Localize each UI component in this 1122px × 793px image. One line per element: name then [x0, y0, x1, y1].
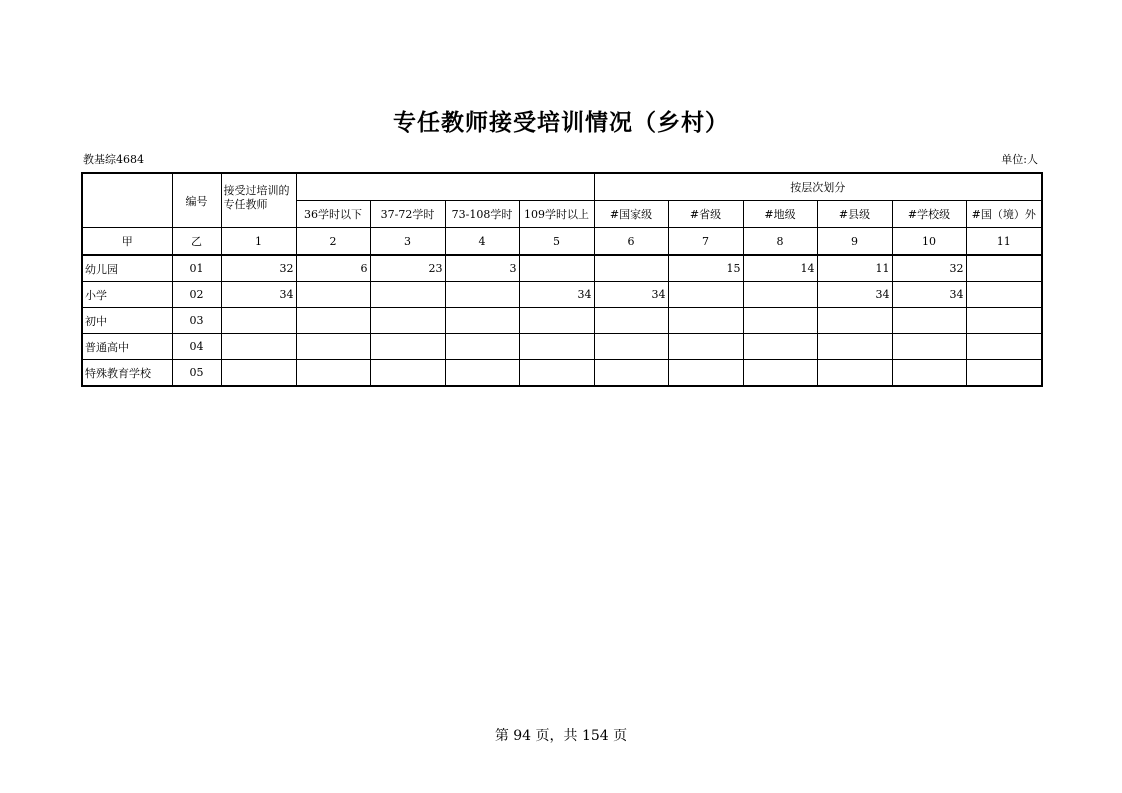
header-hours-2: 37-72学时 [370, 201, 445, 228]
row-code: 04 [172, 334, 221, 360]
row-name: 幼儿园 [82, 255, 172, 282]
value-cell: 11 [817, 255, 892, 282]
value-cell [519, 360, 594, 387]
value-cell [594, 334, 668, 360]
row-code: 01 [172, 255, 221, 282]
value-cell [445, 334, 519, 360]
value-cell: 34 [892, 282, 966, 308]
index-cell: 9 [817, 228, 892, 256]
value-cell [445, 282, 519, 308]
index-cell: 6 [594, 228, 668, 256]
header-hours-3: 73-108学时 [445, 201, 519, 228]
value-cell [668, 334, 743, 360]
value-cell [221, 334, 296, 360]
header-level-2: #省级 [668, 201, 743, 228]
header-level-3: #地级 [743, 201, 817, 228]
value-cell [445, 308, 519, 334]
value-cell [221, 308, 296, 334]
value-cell [445, 360, 519, 387]
value-cell: 23 [370, 255, 445, 282]
value-cell [743, 308, 817, 334]
value-cell [966, 360, 1042, 387]
value-cell [966, 334, 1042, 360]
header-number: 编号 [172, 173, 221, 228]
value-cell: 3 [445, 255, 519, 282]
page-footer: 第 94 页，共 154 页 [494, 728, 628, 744]
table-row [82, 282, 1042, 308]
index-cell: 4 [445, 228, 519, 256]
value-cell [668, 282, 743, 308]
value-cell: 34 [594, 282, 668, 308]
row-code: 02 [172, 282, 221, 308]
value-cell [370, 334, 445, 360]
row-name: 普通高中 [82, 334, 172, 360]
value-cell [743, 334, 817, 360]
value-cell [519, 308, 594, 334]
header-blank-cell [82, 173, 172, 228]
value-cell [743, 360, 817, 387]
row-name: 小学 [82, 282, 172, 308]
value-cell: 34 [817, 282, 892, 308]
index-cell: 7 [668, 228, 743, 256]
value-cell [296, 334, 370, 360]
value-cell [966, 255, 1042, 282]
value-cell: 15 [668, 255, 743, 282]
value-cell [594, 255, 668, 282]
value-cell [668, 360, 743, 387]
value-cell [966, 308, 1042, 334]
header-level-4: #县级 [817, 201, 892, 228]
table-row [82, 308, 1042, 334]
header-by-level: 按层次划分 [594, 173, 1042, 201]
value-cell [817, 308, 892, 334]
value-cell: 14 [743, 255, 817, 282]
value-cell: 32 [221, 255, 296, 282]
index-row [82, 228, 1042, 256]
value-cell [743, 282, 817, 308]
value-cell: 32 [892, 255, 966, 282]
table-row [82, 255, 1042, 282]
value-cell: 6 [296, 255, 370, 282]
index-cell: 乙 [172, 228, 221, 256]
value-cell [296, 360, 370, 387]
value-cell [370, 282, 445, 308]
row-code: 03 [172, 308, 221, 334]
value-cell [594, 360, 668, 387]
index-cell: 11 [966, 228, 1042, 256]
value-cell [296, 308, 370, 334]
header-trained-teachers: 接受过培训的专任教师 [221, 173, 296, 228]
value-cell [370, 308, 445, 334]
index-cell: 8 [743, 228, 817, 256]
header-level-5: #学校级 [892, 201, 966, 228]
header-level-6: #国（境）外 [966, 201, 1042, 228]
header-level-1: #国家级 [594, 201, 668, 228]
index-cell: 3 [370, 228, 445, 256]
index-cell: 1 [221, 228, 296, 256]
value-cell: 34 [519, 282, 594, 308]
page-title: 专任教师接受培训情况（乡村） [393, 109, 729, 136]
row-name: 初中 [82, 308, 172, 334]
value-cell [817, 334, 892, 360]
value-cell [594, 308, 668, 334]
index-cell: 2 [296, 228, 370, 256]
row-name: 特殊教育学校 [82, 360, 172, 387]
header-hours-1: 36学时以下 [296, 201, 370, 228]
value-cell [221, 360, 296, 387]
value-cell [966, 282, 1042, 308]
form-code: 教基综4684 [83, 153, 144, 166]
value-cell [817, 360, 892, 387]
table-row [82, 334, 1042, 360]
row-code: 05 [172, 360, 221, 387]
table-row [82, 360, 1042, 387]
header-row-1 [82, 173, 1042, 201]
value-cell [296, 282, 370, 308]
value-cell: 34 [221, 282, 296, 308]
value-cell [370, 360, 445, 387]
value-cell [519, 334, 594, 360]
value-cell [892, 334, 966, 360]
unit-label: 单位:人 [1001, 153, 1038, 166]
index-cell: 甲 [82, 228, 172, 256]
training-table [81, 172, 1043, 387]
header-hours-group [296, 173, 594, 201]
value-cell [519, 255, 594, 282]
value-cell [668, 308, 743, 334]
value-cell [892, 360, 966, 387]
index-cell: 10 [892, 228, 966, 256]
value-cell [892, 308, 966, 334]
header-hours-4: 109学时以上 [519, 201, 594, 228]
index-cell: 5 [519, 228, 594, 256]
